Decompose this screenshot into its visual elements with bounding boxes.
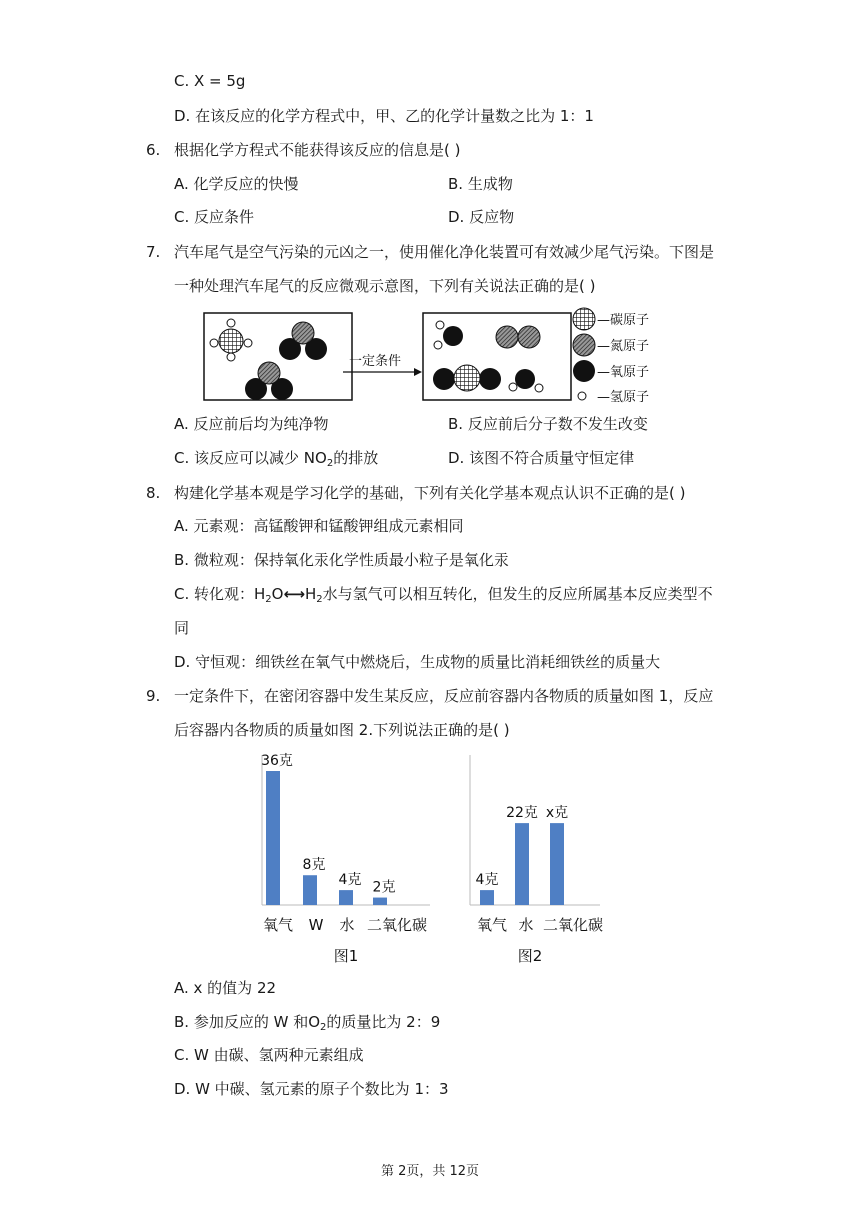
bar-1 — [480, 890, 494, 905]
bar-data-label: 4克 — [475, 872, 499, 889]
q7-option-a: A. 反应前后均为纯净物 — [174, 415, 329, 433]
arrow-label: 一定条件 — [349, 354, 402, 369]
q6-option-c: C. 反应条件 — [174, 208, 255, 226]
x-tick-label: W — [308, 916, 324, 934]
bar-data-label: 36克 — [261, 753, 293, 769]
q7-option-d: D. 该图不符合质量守恒定律 — [448, 449, 635, 467]
chart-title: 图2 — [517, 947, 543, 965]
bar-3 — [550, 823, 564, 905]
q8-stem: 构建化学基本观是学习化学的基础，下列有关化学基本观点认识不正确的是( ) — [174, 484, 686, 502]
x-tick-label: 水 — [518, 916, 534, 934]
q6-option-a: A. 化学反应的快慢 — [174, 175, 299, 193]
bar-data-label: 4克 — [338, 872, 362, 889]
svg-text:—氮原子: —氮原子 — [597, 339, 650, 354]
bar-4 — [373, 898, 387, 905]
diagram-legend — [573, 308, 649, 405]
q8-option-a: A. 元素观：高锰酸钾和锰酸钾组成元素相同 — [174, 517, 464, 535]
q5-option-d: D. 在该反应的化学方程式中，甲、乙的化学计量数之比为 1：1 — [174, 107, 594, 125]
q6-stem: 根据化学方程式不能获得该反应的信息是( ) — [174, 141, 461, 159]
svg-text:—氢原子: —氢原子 — [597, 390, 650, 405]
x-tick-label: 二氧化碳 — [542, 916, 604, 934]
double-arrow-icon: ⟷ — [283, 585, 305, 603]
q5-option-c: C. X = 5g — [174, 72, 246, 90]
q8-option-c-line2: 同 — [174, 619, 190, 637]
svg-text:—氧原子: —氧原子 — [597, 365, 650, 380]
svg-text:—碳原子: —碳原子 — [597, 313, 650, 328]
chart-figure-2 — [460, 745, 620, 975]
q9-number: 9. — [146, 687, 161, 705]
bar-2 — [303, 875, 317, 905]
methane-molecule — [210, 319, 252, 361]
q9-stem-line2: 后容器内各物质的质量如图 2.下列说法正确的是( ) — [174, 721, 510, 739]
no2-molecule-2 — [245, 362, 293, 400]
q7-stem-line1: 汽车尾气是空气污染的元凶之一，使用催化净化装置可有效减少尾气污染。下图是 — [174, 243, 715, 261]
bar-2 — [515, 823, 529, 905]
q8-option-c: C. 转化观：$H_2O⟷H_2$水与氢气可以相互转化，但发生的反应所属基本反应类型不 — [174, 585, 713, 605]
q7-option-b: B. 反应前后分子数不发生改变 — [448, 415, 648, 433]
q7-number: 7. — [146, 243, 161, 261]
q6-option-b: B. 生成物 — [448, 175, 513, 193]
x-tick-label: 水 — [339, 916, 355, 934]
page-footer: 第 2页，共 12页 — [380, 1164, 480, 1179]
co2-molecule — [433, 365, 501, 391]
q7-option-c: C. 该反应可以减少 $NO_2$的排放 — [174, 449, 379, 469]
bar-data-label: x克 — [545, 805, 569, 822]
bar-data-label: 22克 — [506, 805, 538, 822]
chart-figure-1 — [250, 745, 440, 975]
q8-option-d: D. 守恒观：细铁丝在氧气中燃烧后，生成物的质量比消耗细铁丝的质量大 — [174, 653, 661, 671]
x-tick-label: 二氧化碳 — [366, 916, 428, 934]
q6-number: 6. — [146, 141, 161, 159]
q6-option-d: D. 反应物 — [448, 208, 515, 226]
water-molecule-1 — [434, 321, 463, 349]
q9-option-d: D. W 中碳、氢元素的原子个数比为 1：3 — [174, 1080, 449, 1098]
q9-option-c: C. W 由碳、氢两种元素组成 — [174, 1046, 364, 1064]
q9-option-a: A. x 的值为 22 — [174, 979, 277, 997]
q9-stem-line1: 一定条件下，在密闭容器中发生某反应，反应前容器内各物质的质量如图 1，反应 — [174, 687, 714, 705]
q8-number: 8. — [146, 484, 161, 502]
q9-option-b: B. 参加反应的 W 和$O_2$的质量比为 2：9 — [174, 1013, 441, 1033]
x-tick-label: 氧气 — [476, 916, 508, 934]
q7-stem-line2: 一种处理汽车尾气的反应微观示意图，下列有关说法正确的是( ) — [174, 277, 596, 295]
n2-molecule — [496, 326, 540, 348]
no2-molecule-1 — [279, 322, 327, 360]
x-tick-label: 氧气 — [262, 916, 294, 934]
reaction-diagram — [200, 305, 670, 408]
bar-3 — [339, 890, 353, 905]
water-molecule-2 — [509, 369, 543, 392]
q8-option-b: B. 微粒观：保持氧化汞化学性质最小粒子是氧化汞 — [174, 551, 509, 569]
bar-data-label: 8克 — [302, 857, 326, 874]
bar-data-label: 2克 — [372, 879, 396, 896]
bar-1 — [266, 771, 280, 905]
chart-title: 图1 — [333, 947, 359, 965]
